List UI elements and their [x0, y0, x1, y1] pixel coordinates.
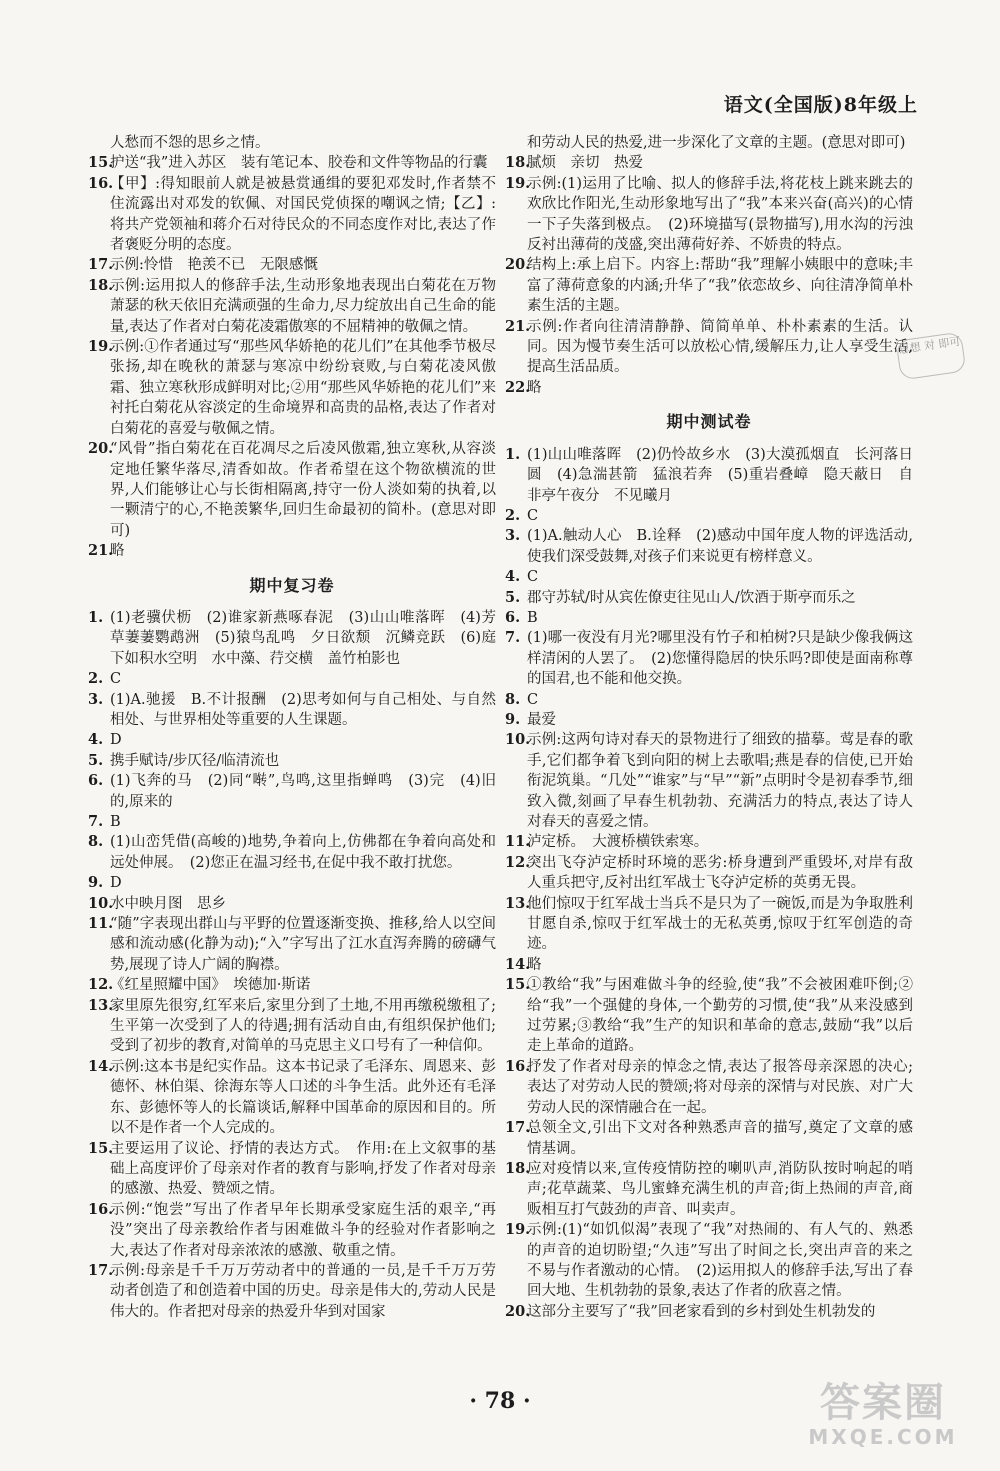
answer-number: 6. [505, 608, 521, 626]
answer-text: C [527, 691, 539, 708]
answer-item [505, 853, 913, 894]
answer-continuation: 和劳动人民的热爱,进一步深化了文章的主题。(意思对即可) [527, 135, 906, 151]
answer-number: 4. [505, 568, 521, 586]
answer-text: 示例:(1)“如饥似渴”表现了“我”对热闹的、有人气的、熟悉的声音的迫切盼望;“久违”写出了时间之长,突出声音的来之不易与作者激动的心情。 (2)运用拟人的修辞手法,写出了春回大地、生机勃勃的景象,表达了作者的欣喜之情。 [527, 1222, 913, 1300]
answer-item [505, 1118, 913, 1159]
section-title: 期中测试卷 [666, 412, 752, 432]
answer-item [88, 337, 496, 439]
answer-number: 10. [505, 731, 531, 749]
watermark-logo [788, 1381, 978, 1453]
answer-number: 9. [505, 710, 521, 728]
answer-item [88, 255, 496, 275]
answer-item [88, 751, 496, 771]
answer-item [88, 832, 496, 873]
answer-text: 最爱 [527, 711, 556, 728]
answer-text: B [527, 609, 538, 626]
handwritten-stamp: 思想 对 即可 [896, 332, 967, 381]
answer-number: 8. [505, 690, 521, 708]
answer-text: 郡守苏轼/时从宾佐僚吏往见山人/饮酒于斯亭而乐之 [527, 589, 856, 606]
answer-item [88, 975, 496, 995]
answer-number: 2. [505, 506, 521, 524]
answer-text: C [527, 569, 539, 586]
answer-item [505, 1057, 913, 1118]
answer-text: 主要运用了议论、抒情的表达方式。 作用:在上文叙事的基础上高度评价了母亲对作者的教育与影响,抒发了作者对母亲的感激、热爱、赞颂之情。 [110, 1140, 496, 1198]
answer-item [505, 975, 913, 1057]
answer-item [505, 955, 913, 975]
answer-item [505, 567, 913, 587]
page-number: · 78 · [469, 1388, 531, 1414]
answer-text: 示例:①作者通过写“那些风华娇艳的花儿们”在其他季节极尽张扬,却在晚秋的萧瑟与寒凉中纷纷衰败,与白菊花凌风傲霜、独立寒秋形成鲜明对比;②用“那些风华娇艳的花儿们”来衬托白菊花从容淡定的生命境界和高贵的品格,表达了作者对白菊花的喜爱与敬佩之情。 [110, 339, 496, 437]
answer-number: 14. [88, 1057, 114, 1075]
answer-number: 8. [88, 833, 104, 851]
answer-number: 20. [505, 1302, 531, 1320]
answer-number: 14. [505, 955, 531, 973]
answer-item [88, 873, 496, 893]
answer-text: 突出飞夺泸定桥时环境的恶劣:桥身遭到严重毁坏,对岸有敌人重兵把守,反衬出红军战士飞夺泸定桥的英勇无畏。 [527, 854, 913, 892]
page-header: 语文(全国版)8年级上 [723, 94, 918, 116]
answer-number: 16. [505, 1057, 531, 1075]
answer-continuation: 人愁而不怨的思乡之情。 [110, 135, 270, 151]
answer-item [505, 894, 913, 955]
answer-text: 泸定桥。 大渡桥横铁索寒。 [527, 834, 709, 851]
answer-number: 11. [88, 915, 114, 933]
answer-text: 水中映月图 思乡 [110, 895, 226, 912]
answer-text: 总领全文,引出下文对各种熟悉声音的描写,奠定了文章的感情基调。 [527, 1120, 913, 1157]
answer-text: 略 [110, 543, 125, 560]
answer-item [88, 1057, 496, 1139]
answer-text: 《红星照耀中国》 埃德加·斯诺 [110, 977, 311, 994]
answer-text: 示例:“饱尝”写出了作者早年长期承受家庭生活的艰辛,“再没”突出了母亲教给作者与困难做斗争的经验对作者影响之大,表达了作者对母亲浓浓的感激、敬重之情。 [110, 1201, 496, 1259]
answer-text: 示例:(1)运用了比喻、拟人的修辞手法,将花枝上跳来跳去的欢欣比作阳光,生动形象地写出了“我”本来兴奋(高兴)的心情一下子失落到极点。 (2)环境描写(景物描写),用水沟的污浊反衬出薄荷的茂盛,突出薄荷好养、不娇贵的特点。 [527, 175, 913, 254]
answer-number: 3. [505, 527, 521, 545]
answer-text: C [527, 507, 539, 524]
answer-number: 19. [505, 174, 531, 192]
answer-item [88, 669, 496, 689]
answer-item [88, 276, 496, 337]
answer-item [505, 174, 913, 256]
answer-number: 20. [88, 440, 114, 458]
answer-text: “随”字表现出群山与平野的位置逐渐变换、推移,给人以空间感和流动感(化静为动);“入”字写出了江水直泻奔腾的磅礴气势,展现了诗人广阔的胸襟。 [110, 916, 496, 973]
answer-number: 7. [505, 629, 521, 647]
answer-item [88, 894, 496, 914]
answer-item [88, 1200, 496, 1261]
answer-number: 10. [88, 894, 114, 912]
answer-text: B [110, 814, 121, 830]
right-column [505, 133, 913, 1322]
answer-number: 15. [505, 976, 531, 994]
answer-item [88, 812, 496, 832]
answer-item [505, 1159, 913, 1220]
answer-text: (1)山峦凭借(高峻的)地势,争着向上,仿佛都在争着向高处和远处伸展。 (2)您正在温习经书,在促中我不敢打扰您。 [110, 834, 496, 871]
answer-number: 18. [88, 276, 114, 294]
answer-item [88, 996, 496, 1057]
answer-number: 11. [505, 833, 531, 851]
answer-item [88, 174, 496, 256]
answer-text: 结构上:承上启下。内容上:帮助“我”理解小姨眼中的意味;丰富了薄荷意象的内涵;升华了“我”依恋故乡、向往清净简单朴素生活的主题。 [527, 257, 913, 315]
answer-number: 19. [88, 338, 114, 356]
answer-text: 示例:作者向往清清静静、简简单单、朴朴素素的生活。认同。因为慢节奏生活可以放松心情,缓解压力,让人享受生活,提高生活品质。 [527, 318, 913, 376]
answer-number: 7. [88, 813, 104, 830]
answer-text: 他们惊叹于红军战士当兵不是只为了一碗饭,而是为争取胜利甘愿自杀,惊叹于红军战士的无私英勇,惊叹于红军创造的奇迹。 [527, 895, 913, 953]
answer-text: ①教给“我”与困难做斗争的经验,使“我”不会被困难吓倒;②给“我”一个强健的身体,一个勤劳的习惯,使“我”从来没感到过劳累;③教给“我”生产的知识和革命的意志,鼓励“我”以后走上革命的道路。 [527, 977, 913, 1055]
answer-number: 12. [88, 976, 114, 994]
answer-item [505, 608, 913, 628]
left-column [88, 133, 496, 1322]
answer-item [505, 526, 913, 567]
answer-item [88, 153, 496, 173]
answer-number: 22. [505, 378, 531, 396]
answer-item [505, 628, 913, 689]
answer-text: D [110, 732, 122, 749]
answer-number: 5. [505, 588, 521, 606]
answer-number: 16. [88, 1200, 114, 1218]
answer-text: 抒发了作者对母亲的悼念之情,表达了报答母亲深恩的决心;表达了对劳动人民的赞颂;将对母亲的深情与对民族、对广大劳动人民的深情融合在一起。 [527, 1058, 913, 1116]
answer-text: 腻烦 亲切 热爱 [527, 155, 643, 172]
answer-item [88, 1261, 496, 1322]
answer-item [505, 588, 913, 608]
answer-number: 4. [88, 731, 104, 749]
answer-text: 略 [527, 956, 542, 973]
answer-item [88, 608, 496, 669]
answer-text: 略 [527, 379, 542, 396]
answer-item [88, 690, 496, 731]
answer-text: 这部分主要写了“我”回老家看到的乡村到处生机勃发的 [527, 1303, 876, 1320]
answer-number: 12. [505, 853, 531, 871]
answer-number: 1. [88, 608, 104, 626]
answer-item [505, 506, 913, 526]
answer-item [505, 690, 913, 710]
answer-text: “风骨”指白菊花在百花凋尽之后凌风傲霜,独立寒秋,从容淡定地任繁华落尽,清香如故。作者希望在这个物欲横流的世界,人们能够让心与长街相隔离,持守一份人淡如菊的执着,以一颗清宁的心,不艳羡繁华,回归生命最初的简朴。(意思对即可) [110, 441, 496, 539]
answer-number: 3. [88, 690, 104, 708]
answer-item [505, 378, 913, 398]
answer-text: (1)哪一夜没有月光?哪里没有竹子和柏树?只是缺少像我俩这样清闲的人罢了。 (2)您懂得隐居的快乐吗?即使是面南称尊的国君,也不能和他交换。 [527, 630, 913, 688]
answer-text: 携手赋诗/步仄径/临清流也 [110, 752, 280, 769]
answer-item [505, 710, 913, 730]
answer-item [505, 1302, 913, 1322]
answer-text: 示例:运用拟人的修辞手法,生动形象地表现出白菊花在万物萧瑟的秋天依旧充满顽强的生命力,尽力绽放出自己生命的能量,表达了作者对白菊花凌霜傲寒的不屈精神的敬佩之情。 [110, 277, 496, 335]
answer-number: 20. [505, 256, 531, 274]
answer-item [88, 771, 496, 812]
answer-number: 17. [88, 256, 114, 274]
answer-text: 示例:这两句诗对春天的景物进行了细致的描摹。莺是春的歌手,它们都争着飞到向阳的树上去歌唱;燕是春的信使,已开始衔泥筑巢。“几处”“谁家”与“早”“新”点明时令是初春季节,细致入微,刻画了早春生机勃勃、充满活力的特点,表达了诗人对春天的喜爱之情。 [527, 732, 913, 830]
answer-text: (1)山山唯落晖 (2)仍怜故乡水 (3)大漠孤烟直 长河落日圆 (4)急湍甚箭 猛浪若奔 (5)重岩叠嶂 隐天蔽日 自非亭午夜分 不见曦月 [527, 446, 913, 504]
answer-number: 2. [88, 670, 104, 688]
answer-item [88, 541, 496, 561]
answer-text: (1)A.驰援 B.不计报酬 (2)思考如何与自己相处、与自然相处、与世界相处等重要的人生课题。 [110, 691, 496, 728]
section-title: 期中复习卷 [249, 575, 335, 595]
answer-text: 护送“我”进入苏区 装有笔记本、胶卷和文件等物品的行囊 [110, 155, 488, 172]
answer-number: 16. [88, 174, 114, 192]
answer-number: 1. [505, 445, 521, 463]
answer-item [88, 1139, 496, 1200]
answer-number: 9. [88, 874, 104, 892]
answer-number: 13. [88, 996, 114, 1014]
answer-text: C [110, 671, 122, 688]
answer-number: 15. [88, 1139, 114, 1157]
answer-text: (1)飞奔的马 (2)同“啭”,鸟鸣,这里指蝉鸣 (3)完 (4)旧的,原来的 [110, 773, 496, 810]
answer-item [505, 832, 913, 852]
answer-text: (1)老骥伏枥 (2)谁家新燕啄春泥 (3)山山唯落晖 (4)芳草萋萋鹦鹉洲 (5)猿鸟乱鸣 夕日欲颓 沉鳞竞跃 (6)庭下如积水空明 水中藻、荇交横 盖竹柏影也 [110, 609, 496, 667]
answer-text: 示例:怜惜 艳羡不已 无限感慨 [110, 257, 318, 274]
answer-number: 21. [505, 317, 531, 335]
answer-item [505, 153, 913, 173]
answer-number: 18. [505, 1159, 531, 1177]
answer-item [88, 730, 496, 750]
answer-number: 19. [505, 1221, 531, 1239]
answer-item [505, 445, 913, 506]
answer-item [505, 255, 913, 316]
answer-text: D [110, 875, 122, 892]
answer-text: 示例:这本书是纪实作品。这本书记录了毛泽东、周恩来、彭德怀、林伯渠、徐海东等人口述的斗争生活。此外还有毛泽东、彭德怀等人的长篇谈话,解释中国革命的原因和目的。所以不是作者一个人完成的。 [110, 1058, 496, 1137]
answer-item [505, 1220, 913, 1302]
answer-item [505, 730, 913, 832]
answer-text: 示例:母亲是千千万万劳动者中的普通的一员,是千千万万劳动者创造了和创造着中国的历史。母亲是伟大的,劳动人民是伟大的。作者把对母亲的热爱升华到对国家 [110, 1262, 496, 1320]
answer-text: (1)A.触动人心 B.诠释 (2)感动中国年度人物的评选活动,使我们深受鼓舞,对孩子们来说更有榜样意义。 [527, 528, 913, 565]
answer-number: 6. [88, 772, 104, 790]
answer-item [88, 914, 496, 975]
answer-item [88, 439, 496, 541]
answer-number: 21. [88, 542, 114, 560]
answer-item [505, 317, 913, 378]
watermark-title: 答案圈 [820, 1379, 946, 1426]
answer-number: 15. [88, 154, 114, 172]
answer-number: 5. [88, 751, 104, 769]
answer-number: 17. [505, 1119, 531, 1137]
answer-text: 【甲】:得知眼前人就是被悬赏通缉的要犯邓发时,作者禁不住流露出对邓发的钦佩、对国民党侦探的嘲讽之情;【乙】:将共产党领袖和蒋介石对待民众的不同态度作对比,表达了作者褒贬分明的态度。 [110, 175, 496, 254]
answer-number: 18. [505, 154, 531, 172]
answer-number: 17. [88, 1261, 114, 1279]
watermark-url: MXQE.COM [808, 1425, 958, 1449]
answer-text: 家里原先很穷,红军来后,家里分到了土地,不用再缴税缴租了;生平第一次受到了人的待遇;拥有活动自由,有组织保护他们;受到了初步的教育,对简单的马克思主义口号有了一种信仰。 [110, 997, 496, 1055]
answer-number: 13. [505, 894, 531, 912]
answer-text: 应对疫情以来,宣传疫情防控的喇叭声,消防队按时响起的哨声;花草蔬菜、鸟儿蜜蜂充满生机的声音;街上热闹的声音,商贩相互打气鼓劲的声音、叫卖声。 [527, 1160, 913, 1218]
